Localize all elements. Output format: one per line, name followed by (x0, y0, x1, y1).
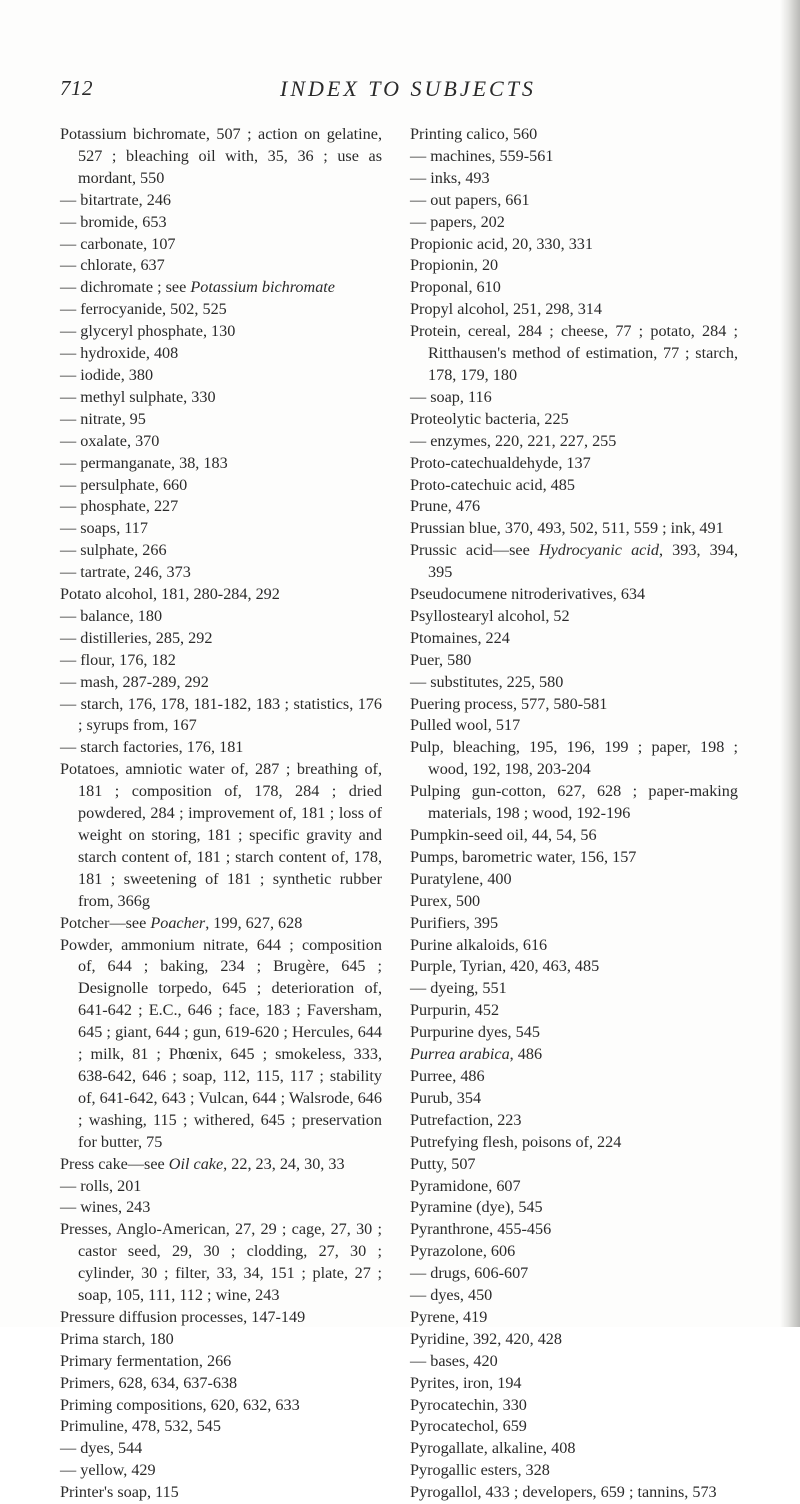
index-entry: — starch factories, 176, 181 (60, 738, 244, 757)
index-entry: Propionic acid, 20, 330, 331 (410, 234, 593, 253)
index-entry: Purrea arabica, 486 (410, 1045, 543, 1064)
index-entry: — persulphate, 660 (60, 475, 188, 494)
index-entry: — methyl sulphate, 330 (60, 387, 216, 406)
index-entry: Pulping gun-cotton, 627, 628 ; paper-making materials, 198 ; wood, 192-196 (410, 782, 738, 823)
index-entry: — sulphate, 266 (60, 541, 167, 560)
index-entry: Primers, 628, 634, 637-638 (60, 1373, 238, 1392)
index-entry: — mash, 287-289, 292 (60, 672, 209, 691)
index-entry: — carbonate, 107 (60, 234, 176, 253)
index-entry: Potcher—see Poacher, 199, 627, 628 (60, 913, 303, 932)
index-entry: Putty, 507 (410, 1154, 476, 1173)
index-entry: — bromide, 653 (60, 212, 167, 231)
index-entry: Powder, ammonium nitrate, 644 ; composition of, 644 ; baking, 234 ; Brugère, 645 ; Designolle torpedo, 645 ; deterioration of, 641-642 ; E.C., 646 ; face, 183 ; Faversham, 645 ; giant, 644 ; gun, 619-620 ; Hercules, 644 ; milk, 81 ; Phœnix, 645 ; smokeless, 333, 638-642, 646 ; soap, 112, 115, 117 ; stability of, 641-642, 643 ; Vulcan, 644 ; Walsrode, 646 ; washing, 115 ; withered, 645 ; preservation for butter, 75 (60, 935, 382, 1151)
index-entry: Pyrogallol, 433 ; developers, 659 ; tannins, 573 (410, 1483, 717, 1502)
index-entry: — distilleries, 285, 292 (60, 628, 213, 647)
index-entry: Purpurine dyes, 545 (410, 1023, 540, 1042)
index-entry: Puratylene, 400 (410, 869, 512, 888)
index-entry: Pyrene, 419 (410, 1307, 488, 1326)
index-column-left (60, 124, 382, 1504)
page-number: 712 (60, 76, 93, 100)
index-entry: — flour, 176, 182 (60, 650, 176, 669)
index-column-right (410, 124, 738, 1504)
index-entry: — dyes, 450 (410, 1286, 493, 1305)
index-entry: — inks, 493 (410, 168, 490, 187)
index-entry: Purple, Tyrian, 420, 463, 485 (410, 957, 600, 976)
index-entry: — dyeing, 551 (410, 979, 507, 998)
index-entry: Pulled wool, 517 (410, 716, 521, 735)
index-entry: — dyes, 544 (60, 1439, 143, 1458)
index-entry: — hydroxide, 408 (60, 344, 179, 363)
index-entry: Prussian blue, 370, 493, 502, 511, 559 ; ink, 491 (410, 519, 724, 538)
index-entry: Presses, Anglo-American, 27, 29 ; cage, 27, 30 ; castor seed, 29, 30 ; clodding, 27, 30 ; cylinder, 30 ; filter, 33, 34, 151 ; plate, 27 ; soap, 105, 111, 112 ; wine, 243 (60, 1220, 382, 1305)
index-entry: Purine alkaloids, 616 (410, 935, 548, 954)
index-entry: — substitutes, 225, 580 (410, 672, 564, 691)
index-entry: Purifiers, 395 (410, 913, 499, 932)
index-entry: — ferrocyanide, 502, 525 (60, 300, 227, 319)
index-entry: Pyrazolone, 606 (410, 1242, 516, 1261)
index-entry: Priming compositions, 620, 632, 633 (60, 1395, 300, 1414)
index-entry: Ptomaines, 224 (410, 628, 510, 647)
index-entry: — machines, 559-561 (410, 146, 554, 165)
index-entry: — tartrate, 246, 373 (60, 563, 191, 582)
index-entry: — rolls, 201 (60, 1176, 142, 1195)
index-entry: — nitrate, 95 (60, 409, 146, 428)
index-entry: Potatoes, amniotic water of, 287 ; breathing of, 181 ; composition of, 178, 284 ; dried powdered, 284 ; improvement of, 181 ; loss of weight on storing, 181 ; specific gravity and starch content of, 181 ; starch content of, 178, 181 ; sweetening of 181 ; synthetic rubber from, 366g (60, 760, 382, 910)
index-entry: Proteolytic bacteria, 225 (410, 409, 569, 428)
index-entry: Potassium bichromate, 507 ; action on gelatine, 527 ; bleaching oil with, 35, 36 ; use as mordant, 550 (60, 125, 382, 187)
index-entry: Puer, 580 (410, 650, 472, 669)
index-entry: — chlorate, 637 (60, 256, 165, 275)
index-entry: Putrefying flesh, poisons of, 224 (410, 1132, 622, 1151)
index-entry: Pumps, barometric water, 156, 157 (410, 847, 637, 866)
index-entry: Pressure diffusion processes, 147-149 (60, 1307, 306, 1326)
index-entry: Printer's soap, 115 (60, 1483, 179, 1502)
index-entry: Proto-catechuic acid, 485 (410, 475, 575, 494)
index-entry: — permanganate, 38, 183 (60, 453, 228, 472)
index-entry: — drugs, 606-607 (410, 1264, 529, 1283)
index-entry: — dichromate ; see Potassium bichromate (60, 278, 335, 297)
index-entry: Prussic acid—see Hydrocyanic acid, 393, 394, 395 (410, 541, 739, 582)
index-entry: Printing calico, 560 (410, 125, 538, 143)
index-entry: Pyramidone, 607 (410, 1176, 521, 1195)
index-entry: Purex, 500 (410, 891, 481, 910)
index-entry: Prune, 476 (410, 497, 481, 516)
index-entry: Pyrocatechol, 659 (410, 1417, 527, 1436)
index-entry: Pyramine (dye), 545 (410, 1198, 543, 1217)
index-entry: Pseudocumene nitroderivatives, 634 (410, 585, 646, 604)
index-entry: Putrefaction, 223 (410, 1110, 522, 1129)
index-entry: Pyrogallate, alkaline, 408 (410, 1439, 576, 1458)
index-entry: — soap, 116 (410, 387, 492, 406)
index-entry: — starch, 176, 178, 181-182, 183 ; statistics, 176 ; syrups from, 167 (60, 694, 382, 735)
index-entry: — soaps, 117 (60, 519, 148, 538)
index-entry: — bitartrate, 246 (60, 190, 172, 209)
index-entry: — yellow, 429 (60, 1461, 156, 1480)
index-entry: Propionin, 20 (410, 256, 499, 275)
index-entry: Pyrites, iron, 194 (410, 1373, 522, 1392)
page-edge-shadow (780, 0, 800, 1327)
index-entry: Purub, 354 (410, 1088, 482, 1107)
index-entry: Pyridine, 392, 420, 428 (410, 1329, 562, 1348)
index-entry: Pyrocatechin, 330 (410, 1395, 527, 1414)
running-title: INDEX TO SUBJECTS (280, 76, 536, 101)
index-entry: — wines, 243 (60, 1198, 151, 1217)
index-entry: Proto-catechualdehyde, 137 (410, 453, 591, 472)
index-entry: Pumpkin-seed oil, 44, 54, 56 (410, 826, 597, 844)
index-entry: Primary fermentation, 266 (60, 1351, 232, 1370)
index-entry: Pyranthrone, 455-456 (410, 1220, 552, 1239)
index-entry: — papers, 202 (410, 212, 505, 231)
index-entry: — bases, 420 (410, 1351, 498, 1370)
index-entry: — glyceryl phosphate, 130 (60, 322, 236, 341)
index-entry: Pulp, bleaching, 195, 196, 199 ; paper, 198 ; wood, 192, 198, 203-204 (410, 738, 738, 779)
index-entry: — enzymes, 220, 221, 227, 255 (410, 431, 617, 450)
index-entry: — phosphate, 227 (60, 497, 179, 516)
page-header (60, 76, 740, 110)
index-entry: — balance, 180 (60, 606, 163, 625)
index-entry: Prima starch, 180 (60, 1329, 174, 1348)
index-entry: Psyllostearyl alcohol, 52 (410, 606, 570, 625)
index-entry: — out papers, 661 (410, 190, 530, 209)
index-entry: Purree, 486 (410, 1066, 485, 1085)
index-entry: — oxalate, 370 (60, 431, 160, 450)
index-entry: — iodide, 380 (60, 365, 154, 384)
index-entry: Puering process, 577, 580-581 (410, 694, 608, 713)
index-entry: Proponal, 610 (410, 278, 501, 297)
index-entry: Propyl alcohol, 251, 298, 314 (410, 300, 602, 319)
index-entry: Primuline, 478, 532, 545 (60, 1417, 221, 1436)
index-entry: Potato alcohol, 181, 280-284, 292 (60, 585, 280, 604)
index-entry: Pyrogallic esters, 328 (410, 1461, 550, 1480)
index-entry: Purpurin, 452 (410, 1001, 500, 1020)
index-entry: Protein, cereal, 284 ; cheese, 77 ; potato, 284 ; Ritthausen's method of estimation, 77 ; starch, 178, 179, 180 (410, 322, 738, 384)
index-entry: Press cake—see Oil cake, 22, 23, 24, 30, 33 (60, 1154, 345, 1173)
